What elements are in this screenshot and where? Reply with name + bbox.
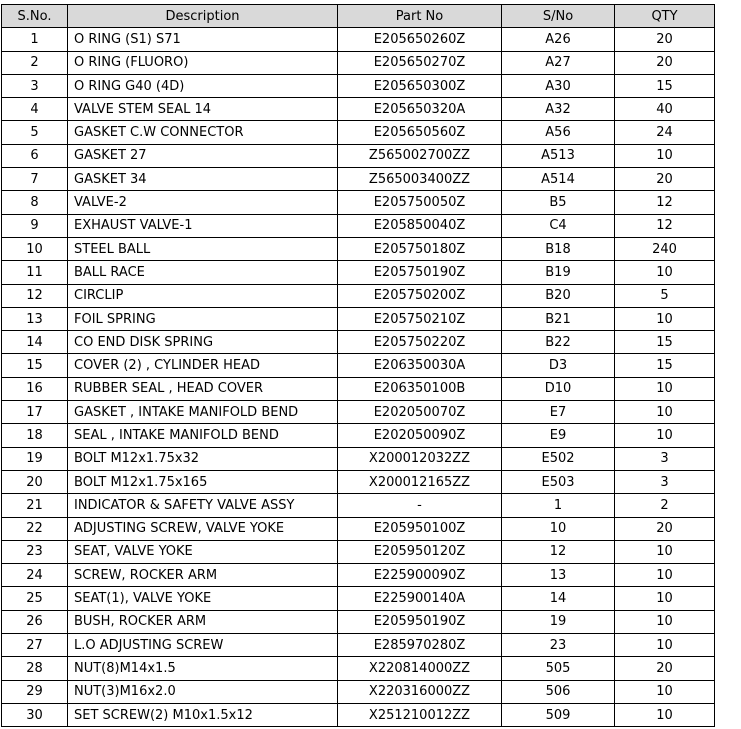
cell-description: GASKET 27: [68, 144, 338, 167]
cell-description: SET SCREW(2) M10x1.5x12: [68, 703, 338, 726]
cell-qty: 3: [615, 470, 715, 493]
table-row: [2, 331, 715, 354]
cell-serial-no: 509: [502, 703, 615, 726]
cell-sno: 19: [2, 447, 68, 470]
cell-qty: 10: [615, 610, 715, 633]
cell-qty: 40: [615, 98, 715, 121]
cell-serial-no: D10: [502, 377, 615, 400]
cell-description: GASKET , INTAKE MANIFOLD BEND: [68, 401, 338, 424]
cell-sno: 11: [2, 261, 68, 284]
cell-serial-no: B22: [502, 331, 615, 354]
cell-description: NUT(3)M16x2.0: [68, 680, 338, 703]
cell-sno: 20: [2, 470, 68, 493]
cell-serial-no: A26: [502, 28, 615, 51]
cell-qty: 10: [615, 634, 715, 657]
cell-part-no: X200012165ZZ: [338, 470, 502, 493]
cell-serial-no: A56: [502, 121, 615, 144]
cell-qty: 15: [615, 74, 715, 97]
cell-part-no: E205750200Z: [338, 284, 502, 307]
cell-qty: 12: [615, 214, 715, 237]
table-row: [2, 284, 715, 307]
cell-qty: 10: [615, 307, 715, 330]
table-row: [2, 214, 715, 237]
cell-serial-no: B20: [502, 284, 615, 307]
cell-part-no: E205650300Z: [338, 74, 502, 97]
cell-sno: 23: [2, 540, 68, 563]
cell-qty: 20: [615, 168, 715, 191]
cell-qty: 240: [615, 237, 715, 260]
cell-part-no: E205850040Z: [338, 214, 502, 237]
cell-part-no: E205650270Z: [338, 51, 502, 74]
table-row: [2, 447, 715, 470]
table-row: [2, 517, 715, 540]
cell-description: BUSH, ROCKER ARM: [68, 610, 338, 633]
cell-description: L.O ADJUSTING SCREW: [68, 634, 338, 657]
cell-part-no: E225900090Z: [338, 564, 502, 587]
header-serial-no: S/No: [502, 5, 615, 28]
cell-serial-no: E503: [502, 470, 615, 493]
cell-part-no: E205950120Z: [338, 540, 502, 563]
cell-sno: 28: [2, 657, 68, 680]
cell-qty: 10: [615, 564, 715, 587]
table-row: [2, 401, 715, 424]
cell-sno: 24: [2, 564, 68, 587]
cell-description: SEAL , INTAKE MANIFOLD BEND: [68, 424, 338, 447]
cell-sno: 15: [2, 354, 68, 377]
cell-part-no: E205750180Z: [338, 237, 502, 260]
cell-description: SEAT, VALVE YOKE: [68, 540, 338, 563]
cell-qty: 10: [615, 401, 715, 424]
header-description: Description: [68, 5, 338, 28]
cell-sno: 9: [2, 214, 68, 237]
cell-serial-no: 23: [502, 634, 615, 657]
cell-part-no: E205750190Z: [338, 261, 502, 284]
cell-serial-no: B5: [502, 191, 615, 214]
cell-sno: 26: [2, 610, 68, 633]
cell-part-no: E205950190Z: [338, 610, 502, 633]
cell-qty: 10: [615, 424, 715, 447]
cell-description: FOIL SPRING: [68, 307, 338, 330]
cell-serial-no: 12: [502, 540, 615, 563]
cell-serial-no: D3: [502, 354, 615, 377]
cell-qty: 3: [615, 447, 715, 470]
table-row: [2, 494, 715, 517]
table-row: [2, 540, 715, 563]
cell-description: SEAT(1), VALVE YOKE: [68, 587, 338, 610]
table-header: [2, 5, 715, 28]
cell-part-no: E285970280Z: [338, 634, 502, 657]
cell-description: VALVE STEM SEAL 14: [68, 98, 338, 121]
cell-sno: 17: [2, 401, 68, 424]
cell-sno: 3: [2, 74, 68, 97]
table-row: [2, 657, 715, 680]
cell-description: BOLT M12x1.75x32: [68, 447, 338, 470]
cell-sno: 30: [2, 703, 68, 726]
table-row: [2, 610, 715, 633]
table-row: [2, 191, 715, 214]
parts-table: [1, 4, 715, 727]
cell-sno: 21: [2, 494, 68, 517]
cell-sno: 10: [2, 237, 68, 260]
table-row: [2, 51, 715, 74]
table-row: [2, 564, 715, 587]
table-body: [2, 28, 715, 727]
cell-qty: 10: [615, 540, 715, 563]
cell-sno: 5: [2, 121, 68, 144]
cell-serial-no: 505: [502, 657, 615, 680]
cell-part-no: Z565003400ZZ: [338, 168, 502, 191]
cell-qty: 5: [615, 284, 715, 307]
cell-description: O RING G40 (4D): [68, 74, 338, 97]
cell-sno: 16: [2, 377, 68, 400]
cell-qty: 10: [615, 261, 715, 284]
header-part-no: Part No: [338, 5, 502, 28]
table-row: [2, 634, 715, 657]
cell-description: BOLT M12x1.75x165: [68, 470, 338, 493]
cell-part-no: X251210012ZZ: [338, 703, 502, 726]
cell-part-no: E202050090Z: [338, 424, 502, 447]
cell-qty: 10: [615, 680, 715, 703]
cell-sno: 14: [2, 331, 68, 354]
cell-serial-no: B18: [502, 237, 615, 260]
cell-serial-no: 506: [502, 680, 615, 703]
cell-qty: 20: [615, 517, 715, 540]
cell-sno: 6: [2, 144, 68, 167]
cell-qty: 20: [615, 51, 715, 74]
cell-serial-no: E9: [502, 424, 615, 447]
cell-serial-no: A30: [502, 74, 615, 97]
cell-part-no: E205650320A: [338, 98, 502, 121]
cell-description: INDICATOR & SAFETY VALVE ASSY: [68, 494, 338, 517]
cell-qty: 2: [615, 494, 715, 517]
cell-serial-no: B19: [502, 261, 615, 284]
cell-sno: 27: [2, 634, 68, 657]
table-row: [2, 28, 715, 51]
cell-part-no: Z565002700ZZ: [338, 144, 502, 167]
cell-part-no: E205650260Z: [338, 28, 502, 51]
cell-description: COVER (2) , CYLINDER HEAD: [68, 354, 338, 377]
cell-serial-no: A32: [502, 98, 615, 121]
cell-qty: 10: [615, 703, 715, 726]
table-row: [2, 121, 715, 144]
cell-qty: 24: [615, 121, 715, 144]
table-row: [2, 424, 715, 447]
cell-part-no: E205750220Z: [338, 331, 502, 354]
cell-qty: 15: [615, 354, 715, 377]
header-qty: QTY: [615, 5, 715, 28]
cell-serial-no: 1: [502, 494, 615, 517]
cell-part-no: E205750050Z: [338, 191, 502, 214]
cell-serial-no: A513: [502, 144, 615, 167]
cell-part-no: E205650560Z: [338, 121, 502, 144]
cell-qty: 20: [615, 28, 715, 51]
cell-qty: 10: [615, 144, 715, 167]
cell-sno: 1: [2, 28, 68, 51]
cell-description: STEEL BALL: [68, 237, 338, 260]
cell-part-no: X220814000ZZ: [338, 657, 502, 680]
cell-description: SCREW, ROCKER ARM: [68, 564, 338, 587]
table-row: [2, 680, 715, 703]
cell-description: EXHAUST VALVE-1: [68, 214, 338, 237]
table-row: [2, 237, 715, 260]
cell-part-no: X200012032ZZ: [338, 447, 502, 470]
cell-part-no: E206350030A: [338, 354, 502, 377]
cell-serial-no: B21: [502, 307, 615, 330]
cell-serial-no: A514: [502, 168, 615, 191]
cell-description: O RING (S1) S71: [68, 28, 338, 51]
cell-qty: 10: [615, 377, 715, 400]
cell-sno: 7: [2, 168, 68, 191]
cell-part-no: -: [338, 494, 502, 517]
cell-part-no: X220316000ZZ: [338, 680, 502, 703]
cell-serial-no: 14: [502, 587, 615, 610]
header-sno: S.No.: [2, 5, 68, 28]
table-row: [2, 377, 715, 400]
cell-description: ADJUSTING SCREW, VALVE YOKE: [68, 517, 338, 540]
cell-description: VALVE-2: [68, 191, 338, 214]
cell-sno: 8: [2, 191, 68, 214]
cell-serial-no: E7: [502, 401, 615, 424]
cell-serial-no: 13: [502, 564, 615, 587]
cell-description: NUT(8)M14x1.5: [68, 657, 338, 680]
cell-part-no: E202050070Z: [338, 401, 502, 424]
cell-description: CO END DISK SPRING: [68, 331, 338, 354]
cell-qty: 20: [615, 657, 715, 680]
cell-sno: 18: [2, 424, 68, 447]
cell-qty: 15: [615, 331, 715, 354]
cell-description: GASKET C.W CONNECTOR: [68, 121, 338, 144]
cell-sno: 13: [2, 307, 68, 330]
cell-qty: 10: [615, 587, 715, 610]
cell-sno: 12: [2, 284, 68, 307]
cell-description: RUBBER SEAL , HEAD COVER: [68, 377, 338, 400]
table-row: [2, 98, 715, 121]
table-row: [2, 307, 715, 330]
cell-serial-no: A27: [502, 51, 615, 74]
cell-part-no: E225900140A: [338, 587, 502, 610]
cell-sno: 25: [2, 587, 68, 610]
table-row: [2, 587, 715, 610]
cell-description: GASKET 34: [68, 168, 338, 191]
table-row: [2, 261, 715, 284]
cell-description: O RING (FLUORO): [68, 51, 338, 74]
cell-part-no: E205950100Z: [338, 517, 502, 540]
cell-part-no: E206350100B: [338, 377, 502, 400]
cell-sno: 4: [2, 98, 68, 121]
cell-sno: 2: [2, 51, 68, 74]
table-row: [2, 74, 715, 97]
header-row: [2, 5, 715, 28]
cell-sno: 29: [2, 680, 68, 703]
cell-serial-no: 10: [502, 517, 615, 540]
cell-description: BALL RACE: [68, 261, 338, 284]
cell-serial-no: C4: [502, 214, 615, 237]
table-row: [2, 703, 715, 726]
cell-part-no: E205750210Z: [338, 307, 502, 330]
cell-sno: 22: [2, 517, 68, 540]
table-row: [2, 168, 715, 191]
table-row: [2, 144, 715, 167]
cell-serial-no: E502: [502, 447, 615, 470]
cell-qty: 12: [615, 191, 715, 214]
cell-description: CIRCLIP: [68, 284, 338, 307]
cell-serial-no: 19: [502, 610, 615, 633]
table-row: [2, 470, 715, 493]
table-row: [2, 354, 715, 377]
